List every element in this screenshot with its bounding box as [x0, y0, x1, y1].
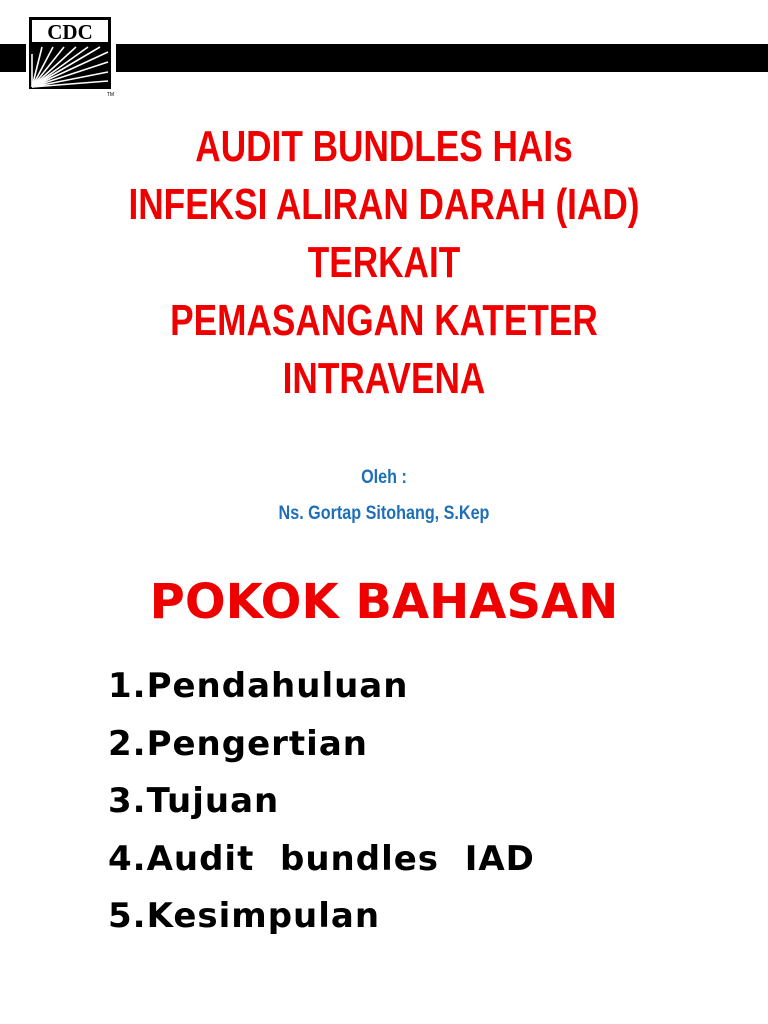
title-line-4: PEMASANGAN KATETER [170, 296, 598, 345]
cdc-logo-graphic [26, 14, 116, 98]
trademark-mark: TM [106, 92, 114, 98]
agenda-list [108, 658, 535, 946]
author-name: Ns. Gortap Sitohang, S.Kep [278, 503, 490, 524]
title-line-5: INTRAVENA [282, 354, 486, 403]
title-line-3: TERKAIT [307, 238, 461, 287]
agenda-item-audit-bundles: 4.Audit bundles IAD [108, 838, 535, 879]
agenda-item-pengertian: 2.Pengertian [108, 723, 368, 764]
slide-title [0, 118, 768, 408]
cdc-logo [26, 14, 116, 98]
title-line-1: AUDIT BUNDLES HAIs [195, 122, 573, 171]
section-title: POKOK BAHASAN [149, 574, 619, 630]
agenda-item-tujuan: 3.Tujuan [108, 781, 280, 821]
title-line-2: INFEKSI ALIRAN DARAH (IAD) [128, 180, 640, 229]
agenda-item-pendahuluan: 1.Pendahuluan [108, 666, 409, 706]
agenda-item-kesimpulan: 5.Kesimpulan [108, 896, 381, 936]
author-block [0, 460, 768, 532]
cdc-logo-text: CDC [47, 20, 93, 44]
author-by-label: Oleh : [361, 467, 407, 488]
